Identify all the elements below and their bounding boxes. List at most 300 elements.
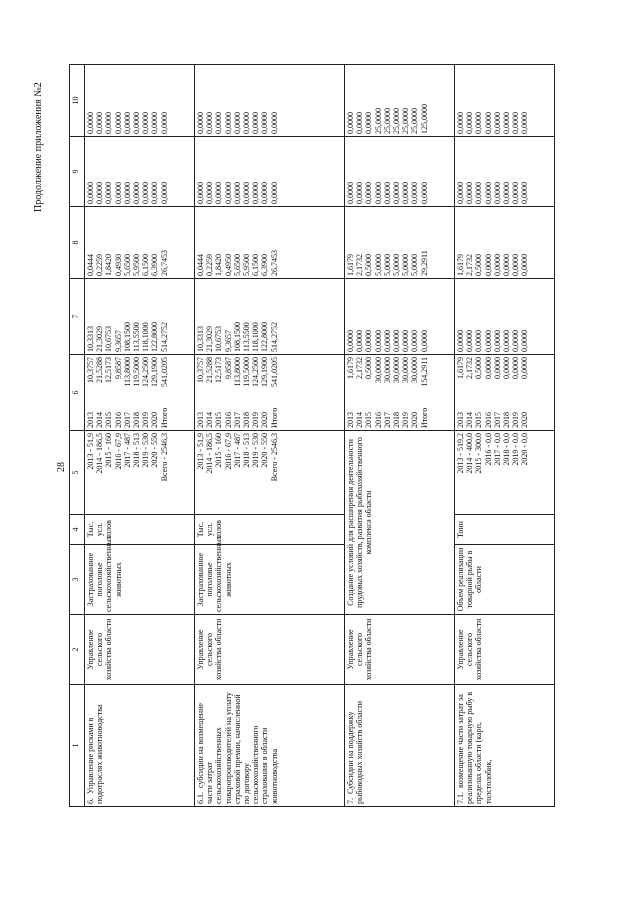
value-text: 0,2259 bbox=[95, 254, 105, 276]
targets-cell bbox=[85, 431, 195, 515]
value-text: 2018 - 0,0 bbox=[502, 433, 512, 466]
value-text: 26,7453 bbox=[269, 250, 279, 276]
year-value-line bbox=[465, 357, 474, 428]
value-text: 2015 - 160 bbox=[214, 433, 224, 468]
value-text: 113,5500 bbox=[132, 322, 142, 352]
measure-name-cell bbox=[345, 685, 455, 807]
year-label: 2017 bbox=[382, 412, 392, 428]
value-text: 12,5173 bbox=[104, 357, 114, 383]
value-text: 2018 - 513 bbox=[132, 433, 142, 468]
year-label: 2017 bbox=[232, 412, 242, 428]
value-text: 6,1500 bbox=[141, 254, 151, 276]
value-text: 0,0000 bbox=[392, 330, 402, 352]
year-label: 2016 bbox=[483, 412, 493, 428]
value-text: 0,0000 bbox=[474, 112, 484, 134]
indicator-cell: Объем реализации товарной рыбы в области bbox=[455, 545, 555, 615]
targets-cell bbox=[455, 431, 555, 515]
header-cell: 9 bbox=[70, 137, 85, 207]
value-text: 0,0000 bbox=[132, 112, 142, 134]
year-value-line bbox=[392, 357, 401, 428]
year-value-line bbox=[474, 357, 483, 428]
year-label: 2013 bbox=[86, 412, 95, 428]
value-text: 0,0000 bbox=[150, 182, 160, 204]
values-cell bbox=[455, 65, 555, 137]
value-text: 541,0205 bbox=[159, 357, 169, 387]
row-number: 7. bbox=[346, 798, 355, 804]
value-text: 0,0000 bbox=[474, 330, 484, 352]
year-label: 2015 bbox=[364, 412, 374, 428]
value-text: 0,0000 bbox=[410, 330, 420, 352]
value-text: 0,0000 bbox=[401, 182, 411, 204]
measure-name-cell bbox=[85, 685, 195, 807]
header-cell: 2 bbox=[70, 615, 85, 685]
values-cell bbox=[195, 137, 345, 207]
year-value-line bbox=[104, 357, 113, 428]
value-text: 119,5000 bbox=[132, 357, 142, 387]
year-label: 2019 bbox=[401, 412, 411, 428]
value-text: 0,0000 bbox=[159, 112, 169, 134]
value-text: 0,0000 bbox=[113, 182, 123, 204]
value-text: 124,2500 bbox=[251, 357, 261, 387]
year-value-line bbox=[484, 357, 493, 428]
value-text: 6,3900 bbox=[150, 254, 160, 276]
table-row bbox=[195, 65, 345, 807]
values-cell bbox=[85, 137, 195, 207]
values-cell bbox=[85, 207, 195, 279]
value-text: 0,0000 bbox=[492, 357, 502, 379]
year-label: 2020 bbox=[150, 412, 160, 428]
value-text: 0,0000 bbox=[214, 182, 224, 204]
value-text: 154,2911 bbox=[419, 357, 429, 387]
year-value-line bbox=[233, 357, 242, 428]
values-cell bbox=[455, 137, 555, 207]
value-text: 0,0000 bbox=[511, 330, 521, 352]
values-cell bbox=[455, 207, 555, 279]
value-text: 0,0000 bbox=[242, 112, 252, 134]
values-cell bbox=[195, 355, 345, 431]
value-text: 5,0000 bbox=[382, 254, 392, 276]
value-text: 118,1000 bbox=[141, 322, 151, 352]
value-text: 0,0000 bbox=[214, 112, 224, 134]
value-text: 0,0000 bbox=[373, 182, 383, 204]
value-text: 30,0000 bbox=[382, 357, 392, 383]
value-text: 30,0000 bbox=[401, 357, 411, 383]
year-value-line bbox=[383, 357, 392, 428]
year-label: 2016 bbox=[223, 412, 233, 428]
values-cell bbox=[455, 355, 555, 431]
value-text: 0,0000 bbox=[104, 112, 114, 134]
value-text: 2015 - 160 bbox=[104, 433, 114, 468]
value-text: 5,9500 bbox=[242, 254, 252, 276]
value-text: 6,3900 bbox=[260, 254, 270, 276]
value-text: 0,0000 bbox=[483, 254, 493, 276]
value-text: 0,0000 bbox=[520, 182, 530, 204]
year-label: 2016 bbox=[113, 412, 123, 428]
table-row bbox=[345, 65, 455, 807]
value-text: 0,0000 bbox=[520, 357, 530, 379]
value-text: 0,0000 bbox=[86, 112, 95, 134]
value-text: 1,6179 bbox=[456, 357, 465, 379]
value-text: 0,0000 bbox=[355, 182, 365, 204]
value-text: 122,8000 bbox=[260, 322, 270, 352]
year-value-line bbox=[205, 357, 214, 428]
value-text: 10,3313 bbox=[196, 326, 205, 352]
value-text: 0,0000 bbox=[483, 112, 493, 134]
value-text: 9,3657 bbox=[223, 330, 233, 352]
year-label: Итого bbox=[269, 407, 279, 428]
values-cell bbox=[455, 279, 555, 355]
year-value-line bbox=[401, 357, 410, 428]
value-text: 10,6753 bbox=[214, 326, 224, 352]
executor-cell: Управление сельского хозяйства области bbox=[195, 615, 345, 685]
value-text: 0,0000 bbox=[502, 357, 512, 379]
indicator-cell: Застрахованное поголовье сельскохозяйственных животных bbox=[85, 545, 195, 615]
value-text: 25,0000 bbox=[392, 108, 402, 134]
value-text: 0,5000 bbox=[474, 254, 484, 276]
value-text: 124,2500 bbox=[141, 357, 151, 387]
year-value-line bbox=[114, 357, 123, 428]
value-text: 0,0000 bbox=[492, 254, 502, 276]
value-text: 2020 - 0,0 bbox=[520, 433, 530, 466]
year-label: 2014 bbox=[355, 412, 365, 428]
values-cell bbox=[85, 279, 195, 355]
value-text: 0,0000 bbox=[492, 112, 502, 134]
value-text: 0,0000 bbox=[122, 112, 132, 134]
year-label: 2017 bbox=[492, 412, 502, 428]
value-text: 0,0000 bbox=[465, 182, 475, 204]
value-text: 5,0000 bbox=[373, 254, 383, 276]
value-text: 0,0000 bbox=[456, 330, 465, 352]
value-text: 30,0000 bbox=[410, 357, 420, 383]
value-text: 0,0000 bbox=[95, 182, 105, 204]
year-value-line bbox=[141, 357, 150, 428]
value-text: 0,0000 bbox=[205, 182, 215, 204]
value-text: 21,5288 bbox=[205, 357, 215, 383]
value-text: 0,0000 bbox=[260, 182, 270, 204]
value-text: 0,0000 bbox=[205, 112, 215, 134]
year-label: 2018 bbox=[132, 412, 142, 428]
value-text: 122,8000 bbox=[150, 322, 160, 352]
year-label: 2020 bbox=[260, 412, 270, 428]
value-text: 118,1000 bbox=[251, 322, 261, 352]
value-text: 0,0000 bbox=[456, 182, 465, 204]
value-text: Всего - 2546,3 bbox=[269, 433, 279, 482]
value-text: 0,0000 bbox=[364, 182, 374, 204]
value-text: 9,3657 bbox=[113, 330, 123, 352]
value-text: 2014 - 186,5 bbox=[95, 433, 105, 474]
value-text: 0,0000 bbox=[465, 330, 475, 352]
value-text: 514,2752 bbox=[159, 322, 169, 352]
year-value-line bbox=[410, 357, 419, 428]
value-text: 2,1732 bbox=[355, 254, 365, 276]
value-text: 2015 - 300,0 bbox=[474, 433, 484, 474]
goal-cell: Создание условий для расширения деятельности прудовых хозяйств, развития рыбохозяйственного комплекса области bbox=[345, 431, 455, 615]
year-value-line bbox=[346, 357, 355, 428]
values-cell bbox=[85, 65, 195, 137]
measure-name: возмещение части затрат за реализованную товарную рыбу в пределах области (карп, толстолобик, bbox=[456, 691, 493, 804]
value-text: 0,0000 bbox=[511, 254, 521, 276]
header-row bbox=[70, 65, 85, 807]
value-text: 125,0000 bbox=[419, 104, 429, 134]
year-label: 2014 bbox=[465, 412, 475, 428]
value-text: 0,0000 bbox=[364, 330, 374, 352]
value-text: 0,0000 bbox=[223, 112, 233, 134]
unit-cell: Тонн bbox=[455, 515, 555, 545]
value-text: 541,0205 bbox=[269, 357, 279, 387]
header-cell: 10 bbox=[70, 65, 85, 137]
year-label: Итого bbox=[159, 407, 169, 428]
value-text: 0,0000 bbox=[364, 112, 374, 134]
value-text: 10,3757 bbox=[196, 357, 205, 383]
year-value-line bbox=[242, 357, 251, 428]
value-text: 2014 - 186,5 bbox=[205, 433, 215, 474]
value-text: 0,0444 bbox=[86, 254, 95, 276]
year-value-line bbox=[150, 357, 159, 428]
value-text: 25,0000 bbox=[401, 108, 411, 134]
executor-cell: Управление сельского хозяйства области bbox=[455, 615, 555, 685]
year-label: 2015 bbox=[104, 412, 114, 428]
year-value-line bbox=[160, 357, 169, 428]
year-label: 2015 bbox=[474, 412, 484, 428]
row-number: 6.1. bbox=[196, 792, 205, 804]
table-row bbox=[455, 65, 555, 807]
value-text: 21,3029 bbox=[95, 326, 105, 352]
year-value-line bbox=[364, 357, 373, 428]
year-value-line bbox=[502, 357, 511, 428]
value-text: 0,0000 bbox=[474, 182, 484, 204]
year-label: 2018 bbox=[242, 412, 252, 428]
targets-cell bbox=[195, 431, 345, 515]
value-text: 0,0000 bbox=[223, 182, 233, 204]
value-text: 2014 - 400,0 bbox=[465, 433, 475, 474]
program-table bbox=[69, 64, 555, 807]
value-text: 0,0000 bbox=[346, 112, 355, 134]
year-label: 2014 bbox=[95, 412, 105, 428]
year-label: 2019 bbox=[251, 412, 261, 428]
header-cell: 1 bbox=[70, 685, 85, 807]
value-text: 0,0000 bbox=[410, 182, 420, 204]
value-text: 25,0000 bbox=[410, 108, 420, 134]
value-text: 1,6179 bbox=[346, 357, 355, 379]
value-text: 0,0000 bbox=[465, 112, 475, 134]
value-text: 0,0000 bbox=[492, 182, 502, 204]
value-text: 0,0000 bbox=[520, 330, 530, 352]
year-value-line bbox=[420, 357, 429, 428]
year-label: 2019 bbox=[141, 412, 151, 428]
value-text: 0,0000 bbox=[141, 182, 151, 204]
year-label: 2019 bbox=[511, 412, 521, 428]
value-text: 113,8000 bbox=[122, 357, 132, 387]
year-value-line bbox=[86, 357, 95, 428]
value-text: 0,0000 bbox=[520, 254, 530, 276]
row-number: 6. bbox=[86, 798, 95, 804]
value-text: 10,3313 bbox=[86, 326, 95, 352]
unit-cell: Тыс. усл. голов bbox=[195, 515, 345, 545]
value-text: 21,3029 bbox=[205, 326, 215, 352]
value-text: 0,0000 bbox=[492, 330, 502, 352]
value-text: 108,1500 bbox=[122, 322, 132, 352]
value-text: 1,6179 bbox=[456, 254, 465, 276]
values-cell bbox=[345, 207, 455, 279]
values-cell bbox=[195, 207, 345, 279]
executor-cell: Управление сельского хозяйства области bbox=[345, 615, 455, 685]
measure-name: Управление рисками в подотраслях животноводства bbox=[86, 704, 105, 804]
value-text: 5,6500 bbox=[122, 254, 132, 276]
value-text: 0,0000 bbox=[141, 112, 151, 134]
value-text: 0,0000 bbox=[232, 112, 242, 134]
value-text: 5,0000 bbox=[392, 254, 402, 276]
value-text: 0,0000 bbox=[511, 112, 521, 134]
year-label: 2018 bbox=[392, 412, 402, 428]
year-value-line bbox=[511, 357, 520, 428]
value-text: 5,6500 bbox=[232, 254, 242, 276]
value-text: 30,0000 bbox=[392, 357, 402, 383]
value-text: 0,0000 bbox=[401, 330, 411, 352]
value-text: 0,0000 bbox=[382, 182, 392, 204]
year-value-line bbox=[132, 357, 141, 428]
header-cell: 4 bbox=[70, 515, 85, 545]
value-text: 21,5288 bbox=[95, 357, 105, 383]
value-text: 2019 - 530 bbox=[251, 433, 261, 468]
value-text: 113,8000 bbox=[232, 357, 242, 387]
value-text: 0,0000 bbox=[242, 182, 252, 204]
continuation-caption: Продолжение приложения №2 bbox=[33, 82, 44, 212]
measure-name: субсидии на возмещение части затрат сельскохозяйственных товаропроизводителей на уплату страховой премии, начисленной по договору сельскохозяйственного страхования в области животноводства bbox=[196, 692, 279, 804]
value-text: 2,1732 bbox=[465, 357, 475, 379]
values-cell bbox=[85, 355, 195, 431]
value-text: 0,4950 bbox=[223, 254, 233, 276]
header-cell: 3 bbox=[70, 545, 85, 615]
unit-cell: Тыс. усл. голов bbox=[85, 515, 195, 545]
measure-name: Субсидии на поддержку рыбоводных хозяйств области bbox=[346, 700, 365, 804]
table-row bbox=[85, 65, 195, 807]
value-text: 12,5173 bbox=[214, 357, 224, 383]
value-text: 0,0000 bbox=[382, 330, 392, 352]
value-text: 2020 - 550 bbox=[150, 433, 160, 468]
value-text: 0,2259 bbox=[205, 254, 215, 276]
value-text: 113,5500 bbox=[242, 322, 252, 352]
year-label: 2020 bbox=[520, 412, 530, 428]
value-text: 108,1500 bbox=[232, 322, 242, 352]
value-text: 2013 - 51,9 bbox=[86, 433, 95, 470]
measure-name-cell bbox=[455, 685, 555, 807]
year-label: Итого bbox=[419, 407, 429, 428]
value-text: 0,0000 bbox=[132, 182, 142, 204]
value-text: 30,0000 bbox=[373, 357, 383, 383]
value-text: 9,8587 bbox=[223, 357, 233, 379]
value-text: 0,5000 bbox=[364, 357, 374, 379]
value-text: 0,0000 bbox=[502, 112, 512, 134]
value-text: 0,0000 bbox=[269, 112, 279, 134]
value-text: 0,0000 bbox=[196, 112, 205, 134]
value-text: 0,0000 bbox=[251, 112, 261, 134]
value-text: 0,0000 bbox=[232, 182, 242, 204]
year-value-line bbox=[260, 357, 269, 428]
year-value-line bbox=[123, 357, 132, 428]
year-label: 2013 bbox=[456, 412, 465, 428]
value-text: 2013 - 519,2 bbox=[456, 433, 465, 474]
value-text: 10,3757 bbox=[86, 357, 95, 383]
year-label: 2016 bbox=[373, 412, 383, 428]
value-text: 0,0000 bbox=[346, 182, 355, 204]
year-label: 2020 bbox=[410, 412, 420, 428]
value-text: 0,0000 bbox=[520, 112, 530, 134]
value-text: Всего - 2546,3 bbox=[159, 433, 169, 482]
value-text: 0,0000 bbox=[483, 330, 493, 352]
value-text: 2019 - 530 bbox=[141, 433, 151, 468]
value-text: 0,0000 bbox=[269, 182, 279, 204]
value-text: 0,0000 bbox=[511, 182, 521, 204]
value-text: 129,1900 bbox=[150, 357, 160, 387]
value-text: 514,2752 bbox=[269, 322, 279, 352]
executor-cell: Управление сельского хозяйства области bbox=[85, 615, 195, 685]
year-value-line bbox=[374, 357, 383, 428]
header-cell: 7 bbox=[70, 279, 85, 355]
value-text: 0,0000 bbox=[122, 182, 132, 204]
header-cell: 6 bbox=[70, 355, 85, 431]
value-text: 1,6179 bbox=[346, 254, 355, 276]
value-text: 0,0000 bbox=[483, 357, 493, 379]
value-text: 26,7453 bbox=[159, 250, 169, 276]
value-text: 0,0000 bbox=[392, 182, 402, 204]
value-text: 2,1732 bbox=[465, 254, 475, 276]
value-text: 119,5000 bbox=[242, 357, 252, 387]
year-value-line bbox=[456, 357, 465, 428]
value-text: 0,0000 bbox=[419, 182, 429, 204]
year-label: 2017 bbox=[122, 412, 132, 428]
value-text: 9,8587 bbox=[113, 357, 123, 379]
value-text: 0,0000 bbox=[355, 112, 365, 134]
value-text: 0,0000 bbox=[502, 182, 512, 204]
value-text: 0,0000 bbox=[260, 112, 270, 134]
year-value-line bbox=[493, 357, 502, 428]
value-text: 0,0000 bbox=[355, 330, 365, 352]
year-label: 2013 bbox=[196, 412, 205, 428]
year-value-line bbox=[214, 357, 223, 428]
row-number: 7.1. bbox=[456, 792, 465, 804]
value-text: 0,0000 bbox=[511, 357, 521, 379]
value-text: 0,0444 bbox=[196, 254, 205, 276]
values-cell bbox=[195, 279, 345, 355]
value-text: 5,9500 bbox=[132, 254, 142, 276]
page-number: 28 bbox=[56, 462, 67, 472]
value-text: 6,1500 bbox=[251, 254, 261, 276]
value-text: 29,2911 bbox=[419, 250, 429, 276]
values-cell bbox=[345, 137, 455, 207]
year-value-line bbox=[251, 357, 260, 428]
value-text: 10,6753 bbox=[104, 326, 114, 352]
value-text: 5,0000 bbox=[401, 254, 411, 276]
value-text: 2016 - 67,9 bbox=[113, 433, 123, 470]
value-text: 129,1900 bbox=[260, 357, 270, 387]
value-text: 0,0000 bbox=[86, 182, 95, 204]
values-cell bbox=[195, 65, 345, 137]
value-text: 2,1732 bbox=[355, 357, 365, 379]
value-text: 0,4930 bbox=[113, 254, 123, 276]
year-value-line bbox=[355, 357, 364, 428]
value-text: 2020 - 550 bbox=[260, 433, 270, 468]
value-text: 2016 - 0,0 bbox=[483, 433, 493, 466]
value-text: 5,0000 bbox=[410, 254, 420, 276]
value-text: 2017 - 487 bbox=[122, 433, 132, 468]
value-text: 0,0000 bbox=[159, 182, 169, 204]
value-text: 0,0000 bbox=[502, 254, 512, 276]
indicator-cell: Застрахованное поголовье сельскохозяйственных животных bbox=[195, 545, 345, 615]
value-text: 2016 - 67,9 bbox=[223, 433, 233, 470]
value-text: 0,0000 bbox=[196, 182, 205, 204]
value-text: 2017 - 0,0 bbox=[492, 433, 502, 466]
values-cell bbox=[345, 279, 455, 355]
